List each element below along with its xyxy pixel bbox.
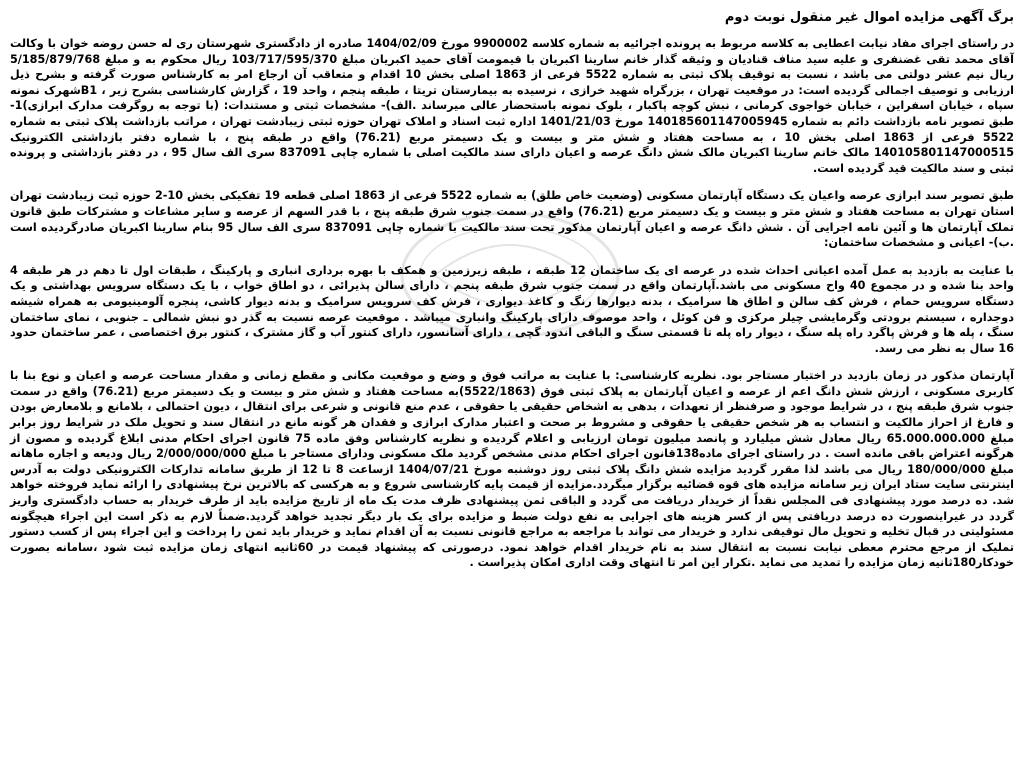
notice-title: برگ آگهی مزایده اموال غیر منقول نوبت دوم <box>724 10 1014 25</box>
paragraph-deed: طبق تصویر سند ابرازی عرصه واعیان یک دستگاه آپارتمان مسکونی (وضعیت خاص طلق) به شماره 5522 فرعی از 1863 اصلی قطعه 19 تفکیکی بخش 10-2 حوزه ثبت زیبادشت تهران استان تهران به مساحت هفتاد و شش متر و بیست و یک دسیمتر مربع (76.21) واقع در سمت جنوب شرق طبقه پنج ، با قدر السهم از عرصه و سایر مشاعات و مشترکات طبق قانون تملک آپارتمان ها و آئین نامه اجرایی آن . شش دانگ عرصه و اعیان آپارتمان مذکور تحت سند مالکیت با شماره چاپی 837091 سری الف سال 95 بنام سارینا اکبریان صادرگردیده است .ب)- اعیانی و مشخصات ساختمان: <box>10 189 1014 250</box>
paragraph-appraisal-auction: آپارتمان مذکور در زمان بازدید در اختیار مستاجر بود. نظریه کارشناسی: با عنایت به مراتب فوق و وضع و موقعیت مکانی و مقطع زمانی و مقدار مساحت عرصه و اعیان و نوع بنا با کاربری مسکونی ، ارزش شش دانگ اعم از عرصه و اعیان آپارتمان به پلاک ثبتی فوق (5522/1863)به مساحت هفتاد و شش متر و بیست و یک دسیمتر مربع (76.21) واقع در سمت جنوب شرق طبقه پنج ، در شرایط موجود و صرفنظر از تعهدات ، بدهی به اشخاص حقیقی یا حقوقی ، عدم منع قانونی و شرعی برای انتقال ، دیون احتمالی ، بلامانع و بلامعارض بودن و فارغ از احراز مالکیت و انتساب به هر شخص حقیقی یا حقوقی و مشروط بر صحت و اعتبار مدارک ابرازی و فقدان هر گونه مانع در انتقال سند و تحویل ملک در شرایط روز برابر مبلغ 65.000.000.000 ریال معادل شش میلیارد و پانصد میلیون تومان ارزیابی و اعلام گردیده و نظریه کارشناس وفق ماده 75 قانون اجرای احکام مدنی ابلاغ گردیده و مصون از هرگونه اعتراض باقی مانده است . در راستای اجرای ماده138قانون اجرای احکام مدنی مشخص گردید ملک مسکونی ودارای مستاجر با مبلغ 2/000/000/000 ریال ودیعه و اجاره ماهانه مبلغ 180/000/000 ریال می باشد لذا مقرر گردید مزایده شش دانگ پلاک ثبتی روز دوشنبه مورخ 1404/07/21 ازساعت 8 تا 12 از طریق سامانه تدارکات الکترونیکی دولت به آدرس اینترنتی سایت ستاد ایران زیر سامانه مزایده های قوه قضائیه برگزار میگردد.مزایده از قیمت پایه کارشناسی شروع و به هرکسی که بالاترین نرخ پیشنهادی را ارائه نماید فروخته خواهد شد. ده درصد مورد پیشنهادی فی المجلس نقداً از خریدار دریافت می گردد و الباقی ثمن پیشنهادی ظرف مدت یک ماه از تاریخ مزایده باید از طرف خریدار به حساب دادگستری واریز گردد در غیراینصورت ده درصد دریافتی پس از کسر هزینه های اجرایی به نفع دولت ضبط و مزایده برای یک بار دیگر تجدید خواهد گردید.ضمناً لازم به ذکر است این اجراء هیچگونه مسئولیتی در قبال تخلیه و تحویل مال توقیفی ندارد و خریدار می تواند با مراجعه به مراجع قانونی نسبت به آن اقدام نماید و خریدار باید ثمن را پرداخت و این اجراء پس از کسب دستور تملیک از مرجع محترم معطی نیابت نسبت به انتقال سند به نام خریدار اقدام خواهد نمود. درصورتی که پیشنهاد قیمت در 60ثانیه انتهای زمان مزایده ثبت شود ،سامانه بصورت خودکار180ثانیه زمان مزایده را تمدید می نماید .تکرار این امر تا انتهای وقت اداری امکان پذیراست . <box>10 369 1015 570</box>
paragraph-building: با عنایت به بازدید به عمل آمده اعیانی احداث شده در عرصه ای یک ساختمان 12 طبقه ، طبقه زیرزمین و همکف با بهره برداری انباری و پارکینگ ، طبقات اول تا دهم در هر طبقه 4 واحد بنا شده و در مجموع 40 واح مسکونی می باشد.آپارتمان واقع در سمت جنوب شرق طبقه پنجم ، دارای سالن پذیرائی ، دو اطاق خواب ، با یک دستگاه سرویس بهداشتی و یک دستگاه سرویس حمام ، فرش کف سالن و اطاق ها سرامیک ، بدنه دیوارها رنگ و کاغذ دیواری ، فرش کف سرویس سرامیک و بدنه دیوار کاشی، پنجره آلومینیومی به همراه شیشه دوجداره ، سیستم برودتی وگرمایشی چیلر مرکزی و فن کوئل ، واحد موصوف دارای پارکینگ وانباری میباشد . موقعیت عرصه نسبت به گذر دو نبش شمالی ـ جنوبی ، نمای ساختمان سنگ ، پله ها و فرش پاگرد راه پله سنگ ، دیوار راه پله تا قسمتی سنگ و الباقی اندود گچی ، دارای آسانسور، دارای کنتور آب و گاز مشترک ، کنتور برق اختصاصی ، عمر ساختمان حدود 16 سال به نظر می رسد. <box>10 263 1014 355</box>
paragraph-registration: در راستای اجرای مفاد نیابت اعطایی به کلاسه مربوط به پرونده اجرائیه به شماره کلاسه 9900002 مورخ 1404/02/09 صادره از دادگستری شهرستان ری له حسن روضه خوان با وکالت آقای محمد تقی غضنفری و علیه سید مناف قنادیان و وثیقه گذار خانم سارینا اکبریان با قیمومت آقای حمید اکبریان مبلغ 103/717/595/370 ریال محکوم به و مبلغ 5/185/879/768 ریال نیم عشر دولتی می باشد ، نسبت به توقیف پلاک ثبتی به شماره 5522 فرعی از 1863 اصلی بخش 10 اقدام و متعاقب آن ارجاع امر به کارشناس صورت گرفته و بشرح ذیل ارزیابی و توصیف اجمالی گردیده است: در موقعیت تهران ، بزرگراه شهید خرازی ، نرسیده به بیمارستان تریتا ، طبقه پنجم ، واحد 19 ، گزارش کارشناسی بشرح زیر ، B1شهرک نمونه سپاه ، خیابان اسفراین ، خیابان خواجوی کرمانی ، نبش کوچه پاکبار ، بلوک نمونه باستحضار عالی میرساند .الف)- مشخصات ثبتی و مستندات: (با توجه به روگرفت مدارک ابرازی)1- طبق تصویر نامه بازداشت دائم به شماره 140185601147005945 مورخ 1401/21/03 اداره ثبت اسناد و املاک تهران حوزه ثبتی زیبادشت تهران ، مراتب بازداشت پلاک ثبتی به شماره 5522 فرعی از 1863 اصلی بخش 10 ، به مساحت هفتاد و شش متر و بیست و یک دسیمتر مربع (76.21) واقع در طبقه پنج ، با شماره دفتر بازداشتی الکترونیک 140105801147000515 مالک خانم سارینا اکبریان مالک شش دانگ عرصه و اعیان دارای سند مالکیت اصلی با شماره چاپی 837091 سری الف سال 95 ، در دفتر بازداشتی و پرونده ثبتی و سند مالکیت قید گردیده است. <box>10 37 1015 175</box>
